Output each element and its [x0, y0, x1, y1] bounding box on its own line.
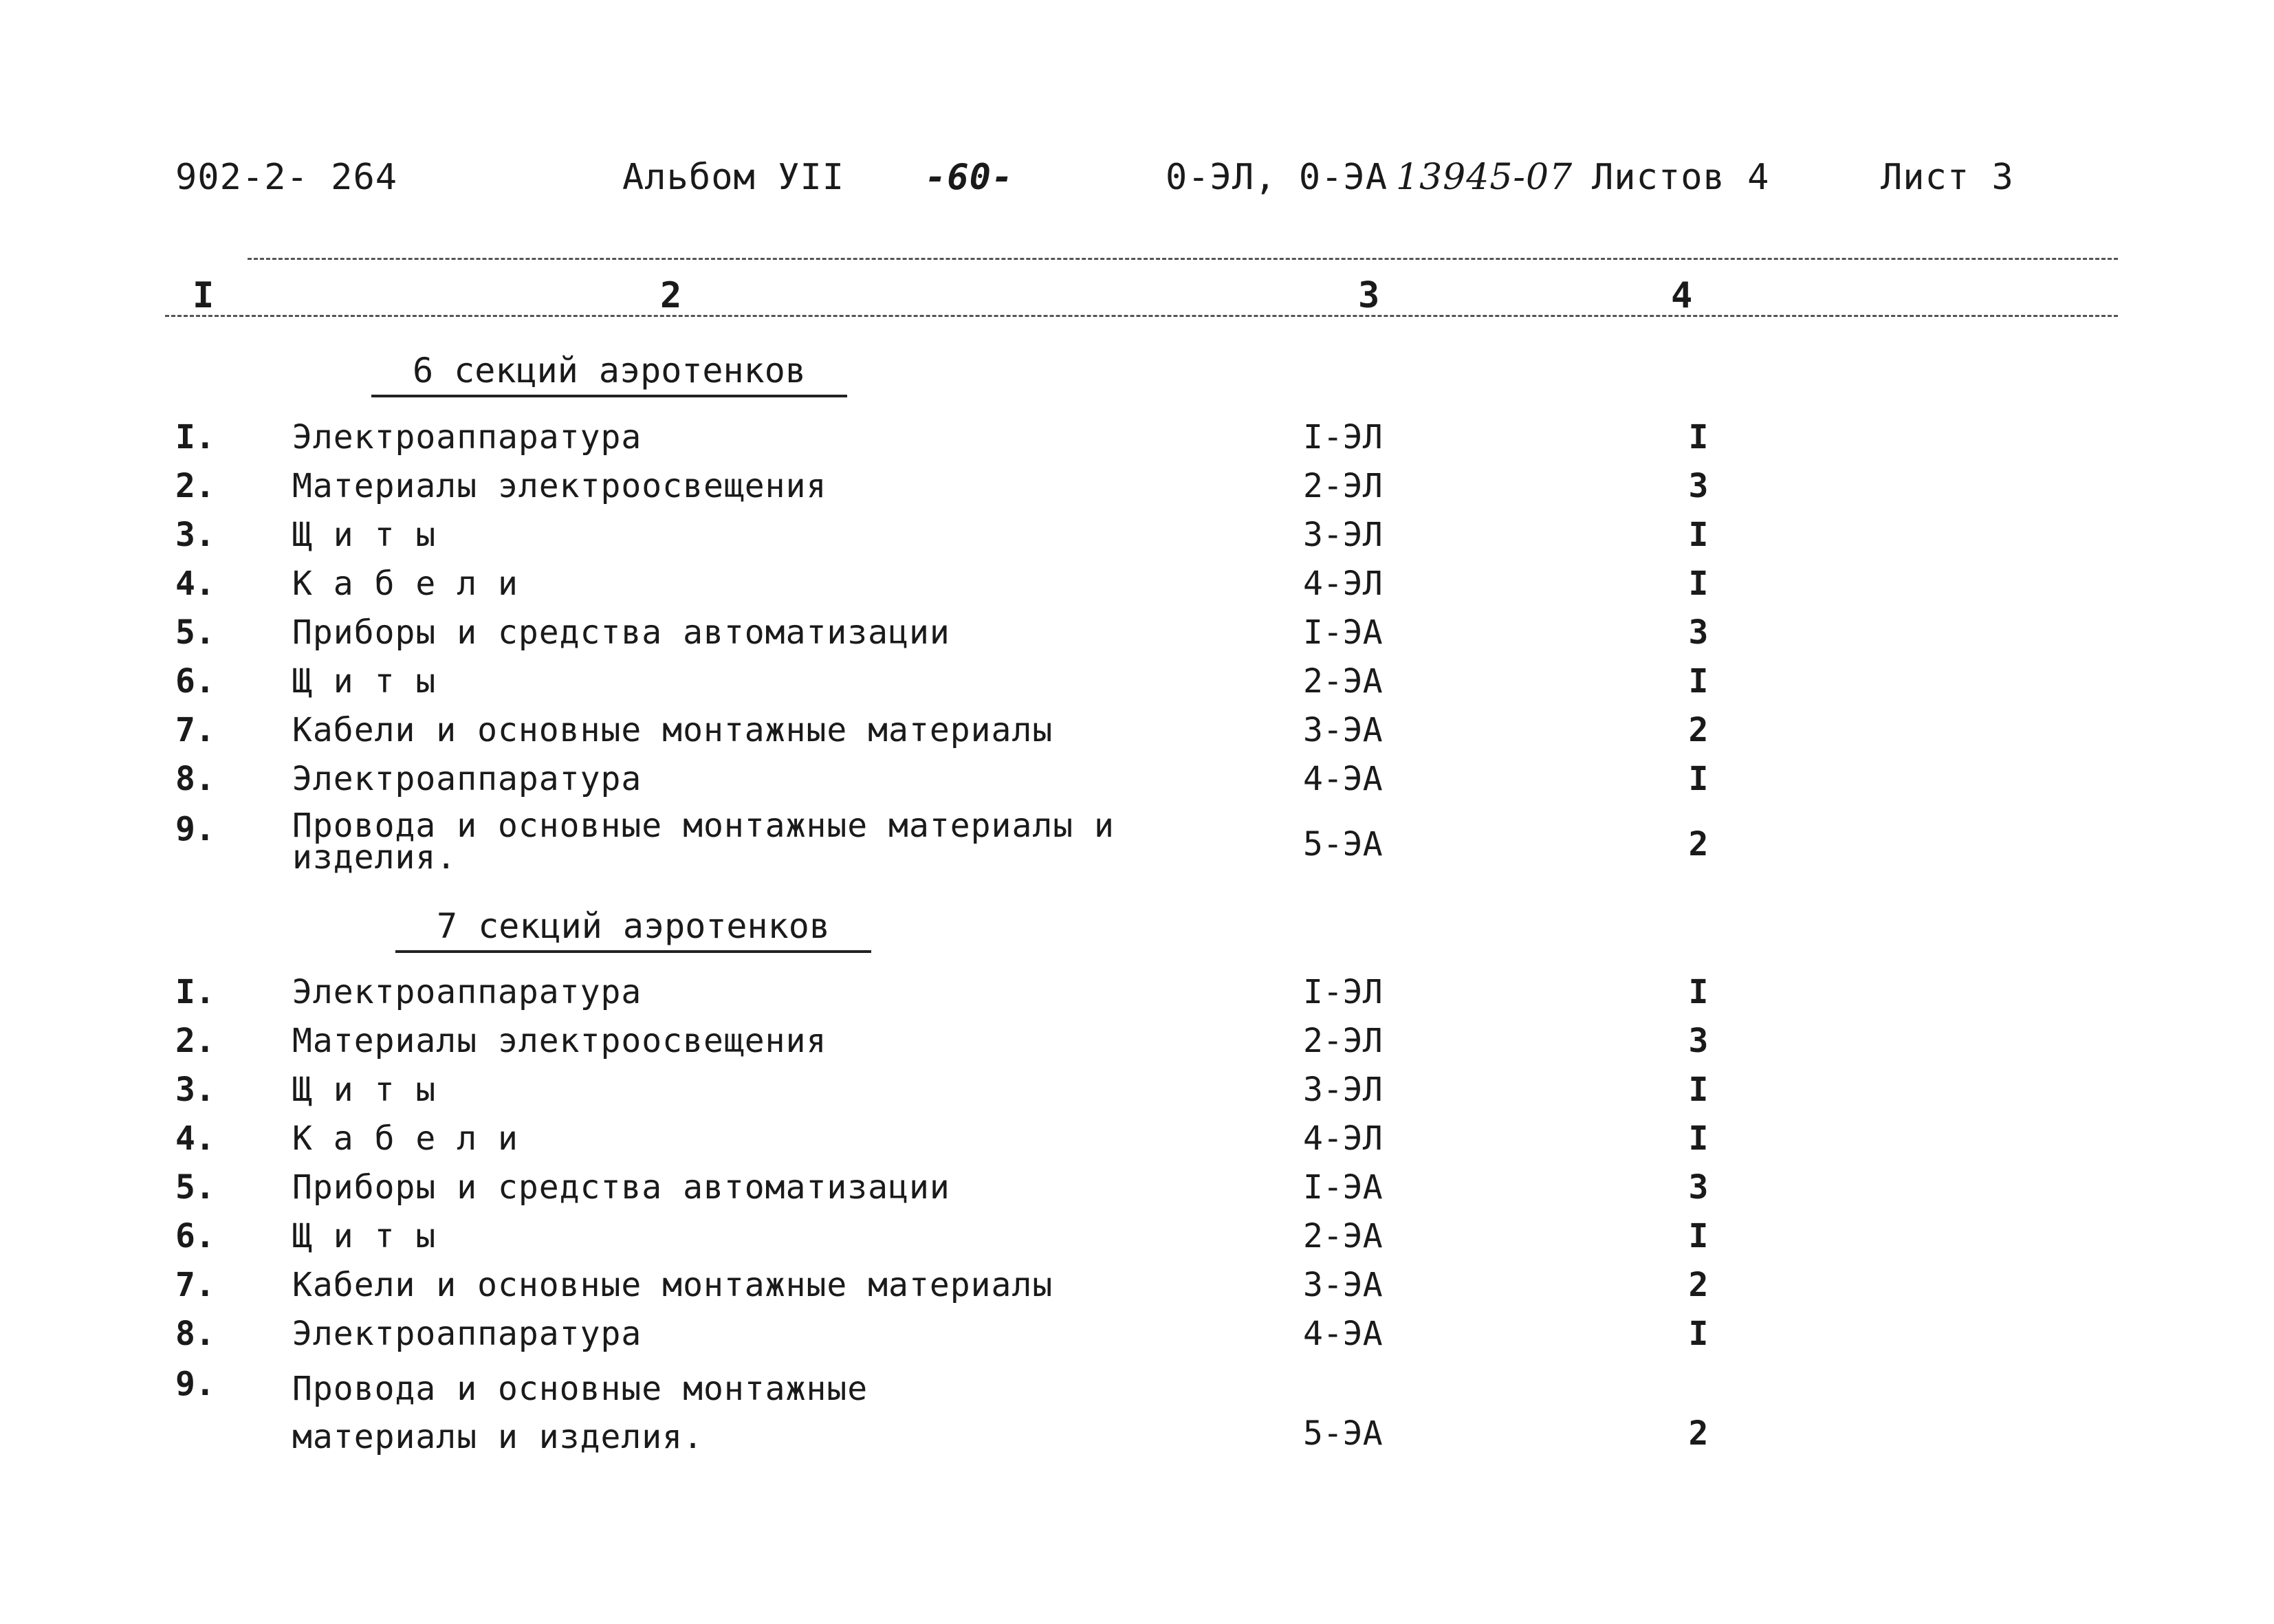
row-sheets: 3	[1688, 613, 1709, 652]
row-name: Электроаппаратура	[292, 760, 642, 798]
section-title: 7 секций аэротенков	[395, 906, 871, 953]
row-sheets: 3	[1688, 1168, 1709, 1207]
row-number: 4.	[175, 1119, 215, 1158]
row-name: Кабели и основные монтажные материалы	[292, 1266, 1053, 1304]
row-code: 5-ЭА	[1303, 825, 1383, 864]
row-number: 8.	[175, 1315, 215, 1353]
row-code: I-ЭА	[1303, 1168, 1383, 1207]
document-designation: 902-2- 264	[175, 157, 398, 198]
table-row	[0, 711, 2274, 759]
row-name: Щ и т ы	[292, 662, 437, 701]
row-sheets: 2	[1688, 1266, 1709, 1304]
table-row	[0, 973, 2274, 1021]
row-sheets: I	[1688, 1119, 1709, 1158]
row-number: 2.	[175, 467, 215, 505]
row-name: Щ и т ы	[292, 516, 437, 554]
handwritten-number: 13945-07	[1396, 157, 1573, 198]
row-number: 4.	[175, 564, 215, 603]
column-header-bottom-rule	[165, 315, 2118, 317]
row-code: I-ЭЛ	[1303, 973, 1383, 1011]
row-sheets: I	[1688, 1071, 1709, 1109]
table-row	[0, 806, 2274, 886]
table-row	[0, 760, 2274, 808]
row-sheets: 2	[1688, 1414, 1709, 1453]
row-code: 4-ЭА	[1303, 1315, 1383, 1353]
row-code: 3-ЭА	[1303, 711, 1383, 749]
row-number: 3.	[175, 1071, 215, 1109]
row-sheets: 3	[1688, 1022, 1709, 1060]
row-name: Материалы электроосвещения	[292, 467, 827, 505]
row-code: 2-ЭЛ	[1303, 467, 1383, 505]
table-row	[0, 1365, 2274, 1468]
row-number: 9.	[175, 1365, 215, 1403]
page-number: -60-	[925, 157, 1014, 198]
row-sheets: I	[1688, 1315, 1709, 1353]
table-row	[0, 1266, 2274, 1314]
row-name: Электроаппаратура	[292, 1315, 642, 1353]
table-row	[0, 613, 2274, 661]
row-sheets: 3	[1688, 467, 1709, 505]
row-name: Щ и т ы	[292, 1071, 437, 1109]
column-header-3: 3	[1358, 275, 1380, 316]
row-number: 6.	[175, 1217, 215, 1255]
row-name: Приборы и средства автоматизации	[292, 613, 950, 652]
sheets-total: Листов 4	[1592, 157, 1770, 198]
table-row	[0, 1217, 2274, 1265]
row-code: 2-ЭЛ	[1303, 1022, 1383, 1060]
table-row	[0, 418, 2274, 466]
row-code: 3-ЭА	[1303, 1266, 1383, 1304]
row-number: 7.	[175, 711, 215, 749]
row-code: 4-ЭЛ	[1303, 1119, 1383, 1158]
table-row	[0, 1022, 2274, 1070]
row-number: 9.	[175, 810, 215, 848]
table-row	[0, 1315, 2274, 1363]
row-name: Провода и основные монтажные материалы и изделия.	[292, 806, 1115, 877]
row-number: I.	[175, 418, 215, 457]
table-row	[0, 1119, 2274, 1167]
table-row	[0, 516, 2274, 564]
row-sheets: I	[1688, 564, 1709, 603]
row-number: 6.	[175, 662, 215, 701]
row-code: 5-ЭА	[1303, 1414, 1383, 1453]
row-number: 8.	[175, 760, 215, 798]
row-name: Приборы и средства автоматизации	[292, 1168, 950, 1207]
row-name: К а б е л и	[292, 1119, 518, 1158]
row-code: 2-ЭА	[1303, 662, 1383, 701]
row-sheets: 2	[1688, 825, 1709, 864]
row-number: 5.	[175, 1168, 215, 1207]
row-sheets: 2	[1688, 711, 1709, 749]
row-code: I-ЭЛ	[1303, 418, 1383, 457]
table-row	[0, 1168, 2274, 1216]
row-code: I-ЭА	[1303, 613, 1383, 652]
row-name: Материалы электроосвещения	[292, 1022, 827, 1060]
album-label: Альбом УII	[622, 157, 845, 198]
row-number: 3.	[175, 516, 215, 554]
row-sheets: I	[1688, 662, 1709, 701]
column-header-1: I	[193, 275, 215, 316]
row-number: 2.	[175, 1022, 215, 1060]
row-name: К а б е л и	[292, 564, 518, 603]
section-title: 6 секций аэротенков	[371, 351, 847, 397]
column-header-2: 2	[660, 275, 682, 316]
row-name: Кабели и основные монтажные материалы	[292, 711, 1053, 749]
row-code: 3-ЭЛ	[1303, 1071, 1383, 1109]
column-header-4: 4	[1671, 275, 1693, 316]
table-row	[0, 662, 2274, 710]
table-row	[0, 1071, 2274, 1119]
row-name: Щ и т ы	[292, 1217, 437, 1255]
row-sheets: I	[1688, 418, 1709, 457]
row-code: 4-ЭА	[1303, 760, 1383, 798]
table-row	[0, 467, 2274, 515]
row-number: I.	[175, 973, 215, 1011]
row-sheets: I	[1688, 1217, 1709, 1255]
table-row	[0, 564, 2274, 613]
row-sheets: I	[1688, 516, 1709, 554]
column-header-top-rule	[248, 258, 2118, 260]
marks-label: 0-ЭЛ, 0-ЭА	[1166, 157, 1388, 198]
row-name: Электроаппаратура	[292, 973, 642, 1011]
row-code: 2-ЭА	[1303, 1217, 1383, 1255]
sheet-number: Лист 3	[1881, 157, 2014, 198]
row-name: Электроаппаратура	[292, 418, 642, 457]
row-name: Провода и основные монтажные материалы и изделия.	[292, 1370, 868, 1456]
row-number: 7.	[175, 1266, 215, 1304]
row-sheets: I	[1688, 760, 1709, 798]
row-code: 4-ЭЛ	[1303, 564, 1383, 603]
row-number: 5.	[175, 613, 215, 652]
row-sheets: I	[1688, 973, 1709, 1011]
row-code: 3-ЭЛ	[1303, 516, 1383, 554]
